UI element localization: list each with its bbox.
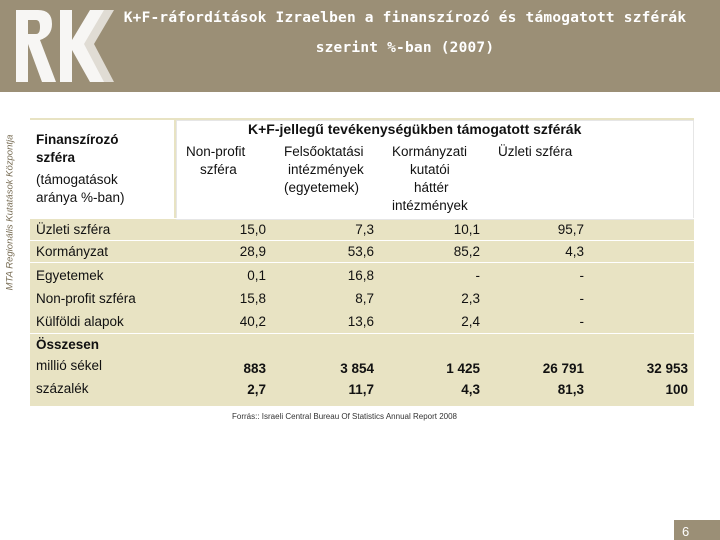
stub-header-line-1: Finanszírozó: [36, 132, 119, 147]
source-note: Forrás:: Israeli Central Bureau Of Statistics Annual Report 2008: [232, 412, 457, 421]
stub-header-line-2: szféra: [36, 150, 76, 165]
row-label-kormanyzat: Kormányzat: [36, 244, 109, 259]
row-label-uzleti: Üzleti szféra: [36, 222, 111, 237]
total-szazalek-uzleti: 81,3: [557, 382, 584, 397]
cell: 2,3: [461, 291, 480, 306]
cell: 13,6: [347, 314, 374, 329]
cell: 0,1: [247, 268, 266, 283]
cell: -: [475, 268, 480, 283]
cell: 4,3: [565, 244, 584, 259]
cell: -: [579, 291, 584, 306]
row-separator: [30, 262, 694, 263]
col-header-uzleti: Üzleti szféra: [498, 144, 573, 159]
cell: 15,8: [239, 291, 266, 306]
cell: 85,2: [453, 244, 480, 259]
cell: 95,7: [557, 222, 584, 237]
cell: 10,1: [453, 222, 480, 237]
col-header-kormanyzati-4: intézmények: [392, 198, 468, 213]
cell: 15,0: [239, 222, 266, 237]
cell: 2,4: [461, 314, 480, 329]
col-header-felsooktatas-3: (egyetemek): [284, 180, 360, 195]
row-label-egyetemek: Egyetemek: [36, 268, 104, 283]
page-number-tab: [674, 520, 720, 540]
col-header-kormanyzati-3: háttér: [414, 180, 449, 195]
cell: -: [579, 314, 584, 329]
row-separator: [30, 240, 694, 241]
cell: -: [579, 268, 584, 283]
total-szazalek-nonprofit: 2,7: [247, 382, 266, 397]
cell: 53,6: [347, 244, 374, 259]
total-millio-felsooktatas: 3 854: [340, 361, 374, 376]
total-label: Összesen: [36, 337, 100, 352]
cell: 8,7: [355, 291, 374, 306]
total-millio-label: millió sékel: [36, 358, 103, 373]
page-number: 6: [682, 524, 690, 539]
stub-header-sub-1: (támogatások: [36, 172, 118, 187]
title-line-1: K+F-ráfordítások Izraelben a finanszírozó és támogatott szférák: [123, 10, 687, 26]
total-millio-nonprofit: 883: [243, 361, 266, 376]
col-header-felsooktatas-1: Felsőoktatási: [284, 144, 364, 159]
total-millio-kormanyzati: 1 425: [446, 361, 480, 376]
row-label-kulfoldi: Külföldi alapok: [36, 314, 124, 329]
cell: 40,2: [239, 314, 266, 329]
total-millio-uzleti: 26 791: [542, 361, 584, 376]
cell: 16,8: [347, 268, 374, 283]
col-header-kormanyzati-1: Kormányzati: [392, 144, 468, 159]
total-szazalek-kormanyzati: 4,3: [461, 382, 480, 397]
col-header-felsooktatas-2: intézmények: [288, 162, 364, 177]
total-millio-osszes: 32 953: [646, 361, 688, 376]
row-label-nonprofit: Non-profit szféra: [36, 291, 136, 306]
col-header-kormanyzati-2: kutatói: [410, 162, 450, 177]
vertical-institution-label: MTA Regionális Kutatások Központja: [4, 134, 16, 290]
total-szazalek-osszes: 100: [665, 382, 688, 397]
row-separator: [30, 333, 694, 334]
total-szazalek-label: százalék: [36, 381, 89, 396]
row-separator: [30, 218, 694, 219]
spanning-header: K+F-jellegű tevékenységükben támogatott szférák: [248, 121, 582, 137]
cell: 7,3: [355, 222, 374, 237]
col-header-nonprofit-1: Non-profit: [186, 144, 246, 159]
col-header-nonprofit-2: szféra: [200, 162, 237, 177]
title-line-2: szerint %-ban (2007): [315, 40, 495, 56]
stub-header-sub-2: aránya %-ban): [36, 190, 125, 205]
total-szazalek-felsooktatas: 11,7: [348, 382, 374, 397]
cell: 28,9: [239, 244, 266, 259]
